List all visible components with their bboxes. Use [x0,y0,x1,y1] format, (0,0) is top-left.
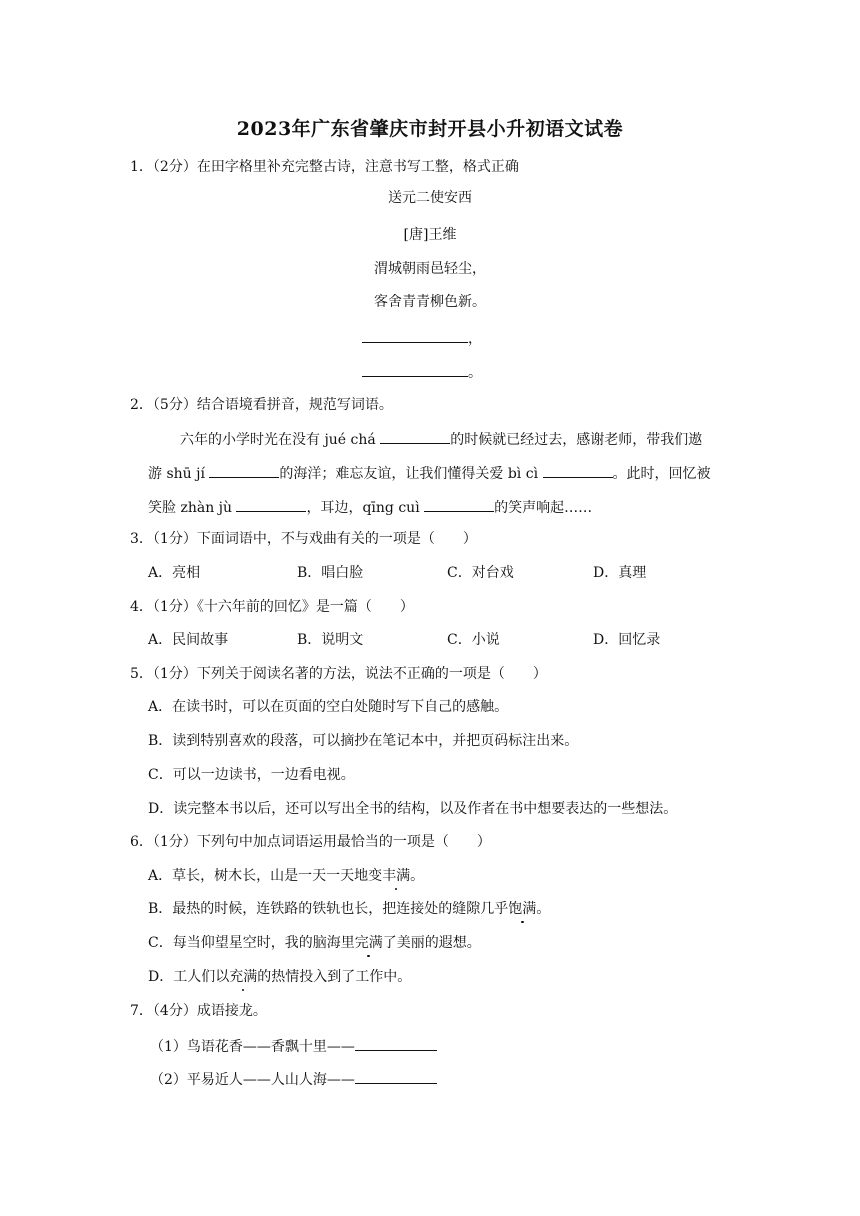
punctuation: 。 [468,365,482,381]
pinyin-blank-zhanju[interactable] [236,496,306,512]
option-text: D．工人们以 [148,969,230,985]
q7-item-2 [150,1068,437,1090]
q2-passage-line-3 [148,496,592,518]
q6-option-c[interactable] [148,933,481,953]
q6-option-b[interactable] [148,899,550,919]
q5-option-c[interactable]: C．可以一边读书，一边看电视。 [148,767,355,783]
q2-passage-line-1 [180,428,702,450]
page-title: 2023年广东省肇庆市封开县小升初语文试卷 [236,118,624,140]
pinyin-blank-shuji[interactable] [209,462,279,478]
emphasized-word: 充满 [229,969,258,985]
q2-stem: 2．（5分）结合语境看拼音，规范写词语。 [130,397,393,413]
q1-stem: 1．（2分）在田字格里补充完整古诗，注意书写工整，格式正确 [130,159,519,175]
option-text: 。 [536,901,551,917]
option-text: B．最热的时候，连铁路的铁轨也长，把连接处的缝隙几乎 [148,901,509,917]
option-text: 。 [410,868,425,884]
pinyin-blank-bici[interactable] [543,462,613,478]
q3-option-b[interactable]: B．唱白脸 [297,565,364,581]
q4-option-a[interactable]: A．民间故事 [148,632,229,648]
q7-stem: 7．（4分）成语接龙。 [130,1003,267,1019]
q6-option-a[interactable] [148,866,424,886]
q2-passage-line-2 [148,462,711,484]
passage-text: 的海洋；难忘友谊，让我们懂得关爱 bì cì [279,466,543,482]
q5-stem: 5．（1分）下列关于阅读名著的方法，说法不正确的一项是（ ） [130,666,547,682]
passage-text: 笑脸 zhàn jù [148,500,237,516]
answer-blank[interactable] [355,1035,437,1051]
emphasized-word: 丰满 [382,868,411,884]
q5-option-a[interactable]: A．在读书时，可以在页面的空白处随时写下自己的感触。 [148,699,509,715]
q5-option-b[interactable]: B．读到特别喜欢的段落，可以摘抄在笔记本中，并把页码标注出来。 [148,733,579,749]
poem-author: [唐]王维 [403,227,457,243]
option-text: A．草长，树木长，山是一天一天地变 [148,868,383,884]
q3-option-a[interactable]: A．亮相 [148,565,201,581]
answer-blank[interactable] [362,327,468,343]
emphasized-word: 饱满 [508,901,537,917]
pinyin-blank-qingcui[interactable] [424,496,494,512]
q6-stem: 6．（1分）下列句中加点词语运用最恰当的一项是（ ） [130,834,491,850]
option-text: 了美丽的遐想。 [382,935,481,951]
poem-blank-line-4 [362,361,482,383]
q6-option-d[interactable] [148,967,411,987]
passage-text: 的时候就已经过去，感谢老师，带我们遨 [450,432,703,448]
poem-blank-line-3 [362,327,482,349]
q4-option-c[interactable]: C．小说 [447,632,500,648]
q5-option-d[interactable]: D．读完整本书以后，还可以写出全书的结构，以及作者在书中想要表达的一些想法。 [148,801,678,817]
passage-text: 。此时，回忆被 [612,466,711,482]
poem-line-2: 客舍青青柳色新。 [374,294,486,310]
q7-item-1 [150,1035,437,1057]
option-text: 的热情投入到了工作中。 [257,969,412,985]
passage-text: 六年的小学时光在没有 jué chá [180,432,381,448]
poem-title: 送元二使安西 [388,190,472,206]
q4-stem: 4．（1分）《十六年前的回忆》是一篇（ ） [130,599,414,615]
dotted-word [382,868,410,884]
pinyin-blank-juecha[interactable] [380,428,450,444]
q4-option-d[interactable]: D．回忆录 [593,632,661,648]
poem-line-1: 渭城朝雨邑轻尘， [374,261,486,277]
emphasized-word: 完满 [354,935,383,951]
answer-blank[interactable] [362,361,468,377]
idiom-chain-text: （2）平易近人——人山人海—— [150,1072,355,1088]
q3-option-d[interactable]: D．真理 [593,565,647,581]
passage-text: ，耳边，qīng cuì [306,500,425,516]
idiom-chain-text: （1）鸟语花香——香飘十里—— [150,1039,355,1055]
passage-text: 游 shū jí [148,466,210,482]
option-text: C．每当仰望星空时，我的脑海里 [148,935,355,951]
punctuation: ， [468,331,482,347]
answer-blank[interactable] [355,1068,437,1084]
q3-option-c[interactable]: C．对台戏 [447,565,514,581]
q4-option-b[interactable]: B．说明文 [297,632,364,648]
q3-stem: 3．（1分）下面词语中，不与戏曲有关的一项是（ ） [130,531,477,547]
passage-text: 的笑声响起…… [494,500,593,516]
